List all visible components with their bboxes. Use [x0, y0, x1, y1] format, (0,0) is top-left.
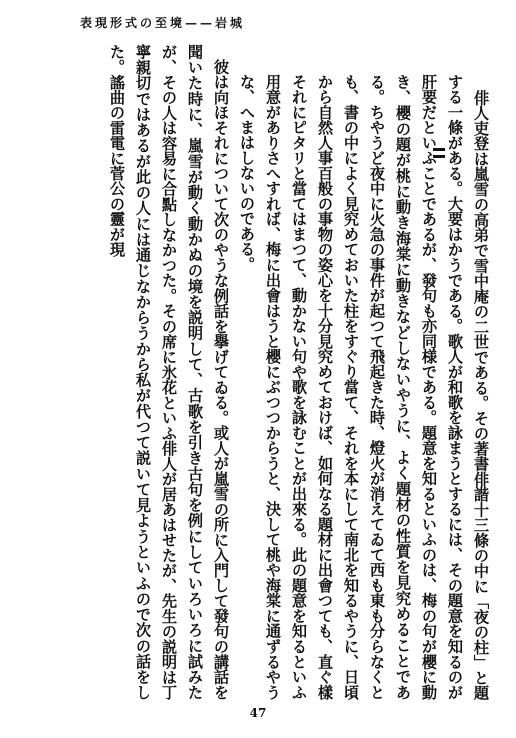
paragraph: 俳人吏登は嵐雪の高弟で雪中庵の二世である。その著書俳諧十三條の中に「夜の柱」と題する一條がある。大要はかうである。歌人が和歌を詠まうとするには、その題意を知るのが肝要だといふことであるが、發句も亦同様である。題意を知るといふのは、梅の句が櫻に動き、櫻の題が桃に動き海棠に動きなどしないやうに、よく題材の性質を見究めることである。ちやうど夜中に火急の事件が起つて飛起きた時、燈火が消えてゐて西も東も分らなくとも、書の中によく見究めておいた柱をすぐり當て、それを本にして南北を知るやうに、日頃から自然人事百般の事物の姿心を十分見究めておけば、如何なる題材に出會つても、直ぐ樣それにピタリと當てはまつて、動かない句や歌を詠むことが出來る。此の題意を知るといふ用意がありさへすれば、梅に出會はうと櫻にぶつつからうと、決して桃や海棠に通ずるやうな、へまはしないのである。 [238, 74, 490, 700]
body-text [26, 44, 494, 700]
paragraph: 彼は向ほそれについて次のやうな例話を擧げてゐる。或人が嵐雪の所に入門して發句の講話を聞いた時に、嵐雪が動く動かぬの境を説明して、古歌を引き古句を例にしていろいろに試みたが、その人は容易に合點しなかつた。その席に氷花といふ俳人が居あはせたが、先生の説明は丁寧親切ではあるが此の人には通じなからうから私が代つて説いて見ようといふので次の話をした。謠曲の雷電に菅公の靈が現 [108, 44, 230, 700]
page-number: 47 [249, 706, 267, 720]
running-head: 表現形式の至境——岩城 [80, 16, 246, 30]
